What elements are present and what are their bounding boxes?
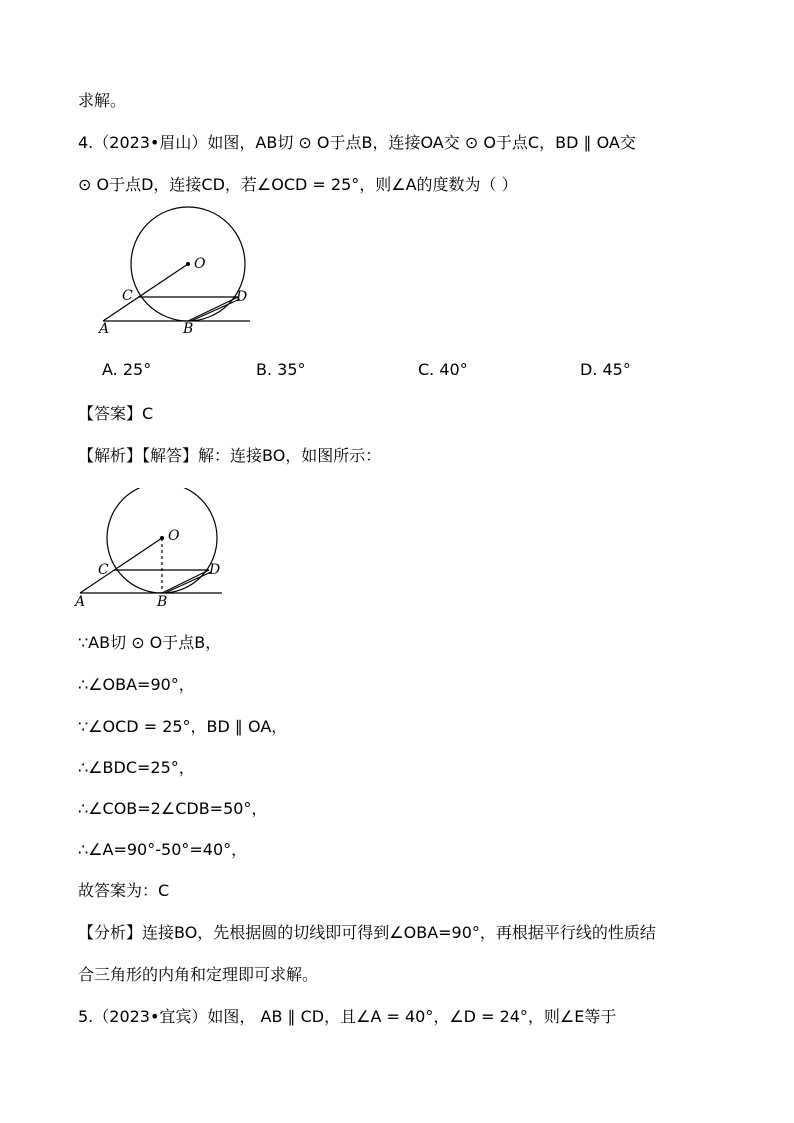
answer-line: 【答案】C	[78, 404, 154, 423]
solution-step-1: ∵AB切 ⊙ O于点B，	[78, 633, 222, 652]
solution-figure	[72, 488, 232, 622]
question-5-stem: 5.（2023•宜宾）如图， AB ∥ CD，且∠A = 40°，∠D = 24°，则∠E等于	[78, 1007, 617, 1026]
solution-step-3: ∵∠OCD = 25°，BD ∥ OA，	[78, 717, 288, 736]
analysis-summary-cont: 合三角形的内角和定理即可求解。	[78, 965, 319, 984]
label-o: O	[194, 256, 206, 272]
option-a: A. 25°	[102, 360, 152, 379]
solution-step-6: ∴∠A=90°-50°=40°，	[78, 840, 248, 859]
option-d: D. 45°	[580, 360, 631, 379]
label-c: C	[122, 288, 133, 304]
text-line: 求解。	[78, 91, 127, 110]
label-b: B	[157, 594, 168, 610]
question-4-stem-cont: ⊙ O于点D，连接CD，若∠OCD = 25°，则∠A的度数为（ ）	[78, 175, 518, 194]
solution-step-5: ∴∠COB=2∠CDB=50°，	[78, 799, 268, 818]
label-a: A	[75, 594, 86, 610]
label-b: B	[183, 321, 194, 337]
option-b: B. 35°	[256, 360, 306, 379]
label-o: O	[168, 528, 180, 544]
label-d: D	[209, 562, 221, 578]
solution-conclusion: 故答案为：C	[78, 881, 170, 900]
solution-step-4: ∴∠BDC=25°，	[78, 758, 195, 777]
label-d: D	[236, 289, 248, 305]
option-c: C. 40°	[418, 360, 468, 379]
question-4-figure	[95, 200, 265, 344]
analysis-summary: 【分析】连接BO，先根据圆的切线即可得到∠OBA=90°，再根据平行线的性质结	[78, 923, 656, 942]
question-4-stem: 4.（2023•眉山）如图，AB切 ⊙ O于点B，连接OA交 ⊙ O于点C，BD ∥ OA交	[78, 133, 636, 152]
analysis-line: 【解析】【解答】解：连接BO，如图所示：	[78, 446, 382, 465]
label-a: A	[99, 321, 110, 337]
label-c: C	[98, 562, 109, 578]
solution-step-2: ∴∠OBA=90°，	[78, 675, 195, 694]
